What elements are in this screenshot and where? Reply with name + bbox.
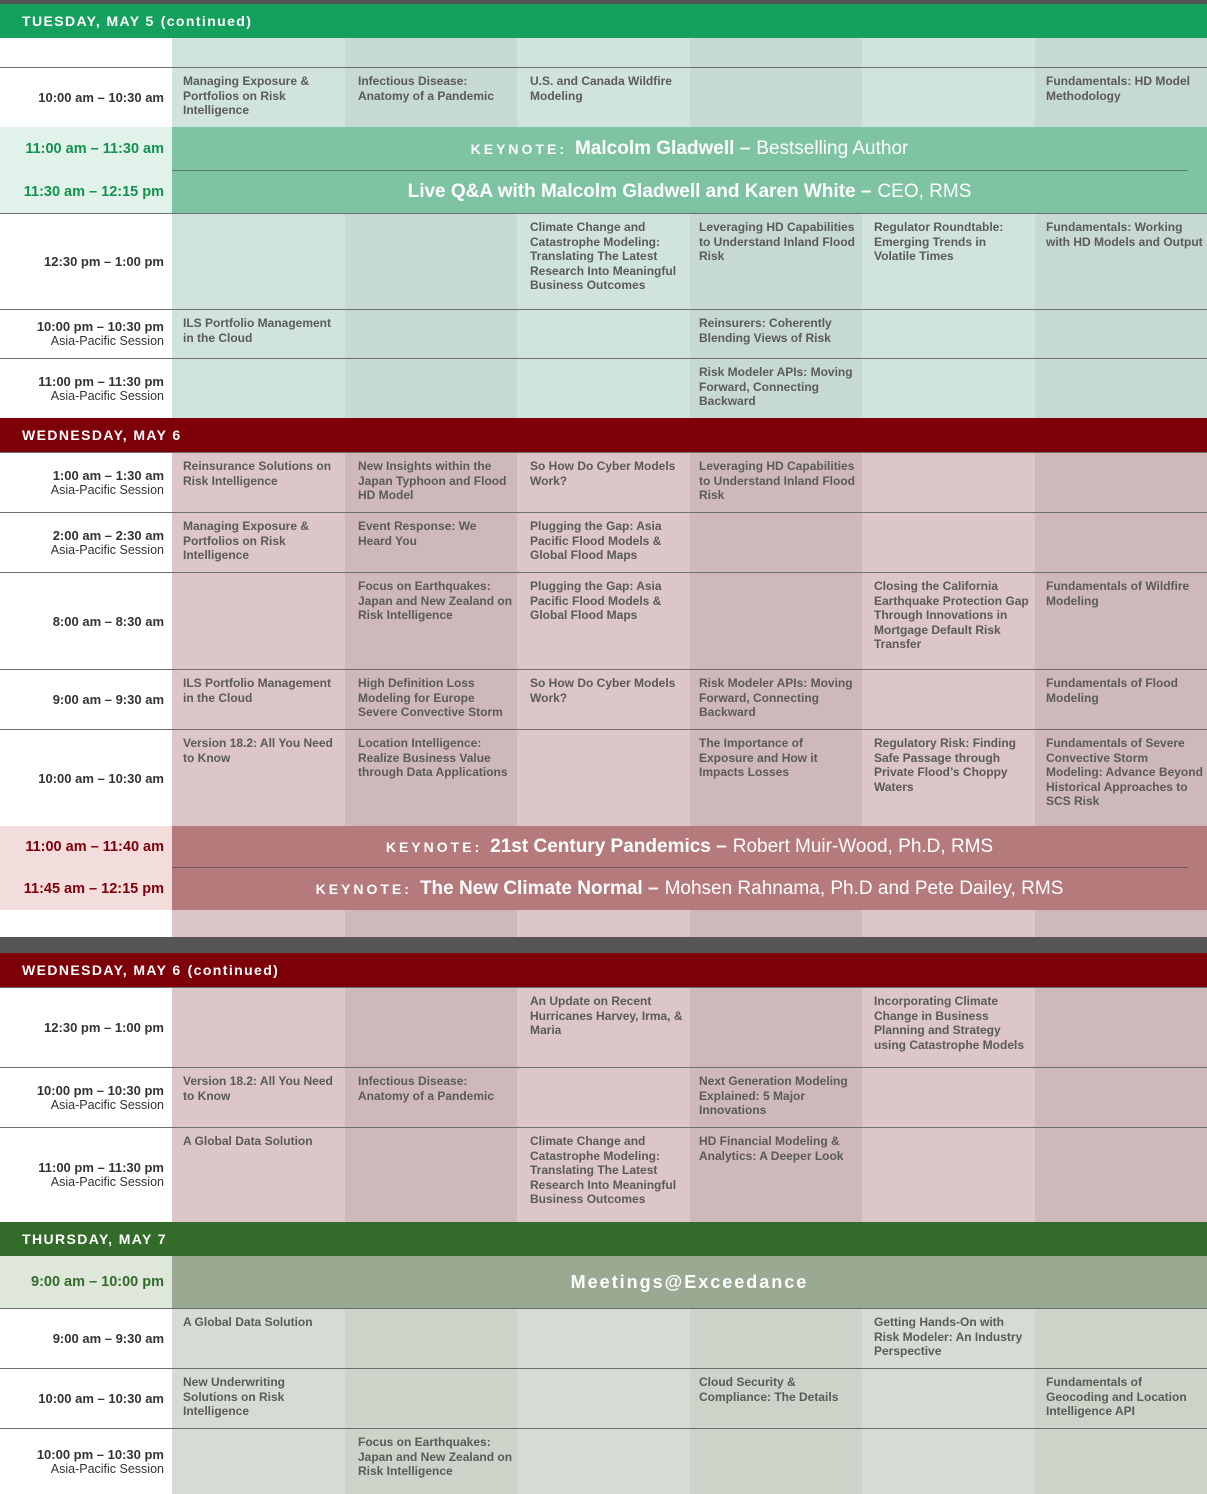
session-title[interactable]: Infectious Disease: Anatomy of a Pandemic xyxy=(358,74,495,103)
session-title[interactable]: Focus on Earthquakes: Japan and New Zealand on Risk Intelligence xyxy=(358,579,513,622)
keynote-tue1 xyxy=(172,127,1207,171)
session-title[interactable]: Fundamentals of Flood Modeling xyxy=(1046,676,1178,705)
time-text: 1:00 am – 1:30 am xyxy=(52,467,164,483)
session-title[interactable]: Cloud Security & Compliance: The Details xyxy=(699,1375,839,1404)
time-text: 2:00 am – 2:30 am xyxy=(52,527,164,543)
session-title[interactable]: ILS Portfolio Management in the Cloud xyxy=(183,676,332,705)
session-title[interactable]: Managing Exposure & Portfolios on Risk Intelligence xyxy=(183,519,310,562)
time-text: 9:00 am – 9:30 am xyxy=(52,1331,164,1346)
time-slot xyxy=(0,453,172,512)
keynote-title: The New Climate Normal – xyxy=(419,878,659,899)
session-title[interactable]: Plugging the Gap: Asia Pacific Flood Models & Global Flood Maps xyxy=(530,519,662,562)
session-title[interactable]: The Importance of Exposure and How it Impacts Losses xyxy=(699,736,818,779)
session-row xyxy=(0,213,1207,309)
session-title[interactable]: Risk Modeler APIs: Moving Forward, Connecting Backward xyxy=(699,365,853,408)
session-title[interactable]: So How Do Cyber Models Work? xyxy=(530,676,676,705)
session-note: Asia-Pacific Session xyxy=(50,1097,164,1112)
session-row xyxy=(0,309,1207,358)
section-title: THURSDAY, MAY 7 xyxy=(22,1231,167,1247)
session-title[interactable]: High Definition Loss Modeling for Europe Severe Convective Storm xyxy=(358,676,503,719)
time-slot xyxy=(0,68,172,127)
time-slot xyxy=(0,988,172,1067)
session-title[interactable]: Climate Change and Catastrophe Modeling: Translating The Latest Research Into Meaningful Business Outcomes xyxy=(530,220,677,292)
keynote-speaker: Robert Muir-Wood, Ph.D, RMS xyxy=(732,836,994,857)
session-title[interactable]: Reinsurance Solutions on Risk Intelligence xyxy=(183,459,332,488)
time-text: 10:00 am – 10:30 am xyxy=(38,90,164,105)
keynote-speaker: Bestselling Author xyxy=(756,138,909,159)
session-note: Asia-Pacific Session xyxy=(50,542,164,557)
session-title[interactable]: Leveraging HD Capabilities to Understand Inland Flood Risk xyxy=(699,220,855,263)
keynote-label: KEYNOTE: xyxy=(470,141,567,157)
session-title[interactable]: Fundamentals of Severe Convective Storm Modeling: Advance Beyond Historical Approaches to SCS Risk xyxy=(1046,736,1203,808)
keynote-speaker: Mohsen Rahnama, Ph.D and Pete Dailey, RMS xyxy=(664,878,1064,899)
session-title[interactable]: Leveraging HD Capabilities to Understand Inland Flood Risk xyxy=(699,459,855,502)
session-row xyxy=(0,729,1207,826)
session-title[interactable]: A Global Data Solution xyxy=(183,1134,313,1148)
session-row xyxy=(0,358,1207,418)
keynote-title: 21st Century Pandemics – xyxy=(490,836,727,857)
session-row xyxy=(0,1368,1207,1428)
session-row xyxy=(0,452,1207,512)
session-title[interactable]: ILS Portfolio Management in the Cloud xyxy=(183,316,332,345)
time-text: 10:00 am – 10:30 am xyxy=(38,770,164,786)
keynote-time-text: 11:00 am – 11:40 am xyxy=(25,839,164,855)
keynote-title: Meetings@Exceedance xyxy=(570,1271,809,1292)
session-title[interactable]: Incorporating Climate Change in Business Planning and Strategy using Catastrophe Models xyxy=(874,994,1025,1052)
session-title[interactable]: U.S. and Canada Wildfire Modeling xyxy=(530,74,672,103)
section-continued: (continued) xyxy=(160,13,253,29)
time-text: 12:30 pm – 1:00 pm xyxy=(44,1020,164,1035)
session-title[interactable]: Closing the California Earthquake Protection Gap Through Innovations in Mortgage Default Risk Transfer xyxy=(874,579,1029,651)
keynote-title: Live Q&A with Malcolm Gladwell and Karen White – xyxy=(407,181,872,202)
session-row xyxy=(0,1308,1207,1368)
keynote-speaker: CEO, RMS xyxy=(877,181,972,202)
session-title[interactable]: Climate Change and Catastrophe Modeling: Translating The Latest Research Into Meaningful Business Outcomes xyxy=(530,1134,677,1206)
session-title[interactable]: Fundamentals: Working with HD Models and Output xyxy=(1046,220,1203,249)
time-text: 10:00 pm – 10:30 pm xyxy=(36,1446,164,1462)
session-row xyxy=(0,512,1207,572)
session-note: Asia-Pacific Session xyxy=(50,388,164,403)
session-title[interactable]: Regulatory Risk: Finding Safe Passage through Private Flood’s Choppy Waters xyxy=(874,736,1017,794)
session-note: Asia-Pacific Session xyxy=(50,482,164,497)
session-title[interactable]: A Global Data Solution xyxy=(183,1315,313,1329)
section-title: TUESDAY, MAY 5 xyxy=(22,13,155,29)
session-row xyxy=(0,572,1207,669)
keynote-time xyxy=(0,171,172,213)
session-title[interactable]: Regulator Roundtable: Emerging Trends in Volatile Times xyxy=(874,220,1004,263)
time-slot xyxy=(0,513,172,572)
keynote-time xyxy=(0,1256,172,1308)
section-header-wed xyxy=(0,418,1207,452)
keynote-time-text: 9:00 am – 10:00 pm xyxy=(31,1274,164,1290)
time-slot xyxy=(0,1369,172,1428)
session-note: Asia-Pacific Session xyxy=(50,334,164,348)
section-title: WEDNESDAY, MAY 6 xyxy=(22,427,182,443)
session-title[interactable]: Managing Exposure & Portfolios on Risk Intelligence xyxy=(183,74,310,117)
session-title[interactable]: Location Intelligence: Realize Business Value through Data Applications xyxy=(358,736,508,779)
session-title[interactable]: Next Generation Modeling Explained: 5 Major Innovations xyxy=(699,1074,848,1117)
time-text: 11:00 pm – 11:30 pm xyxy=(38,1160,164,1175)
session-title[interactable]: Fundamentals of Geocoding and Location Intelligence API xyxy=(1046,1375,1187,1418)
keynote-thu xyxy=(172,1256,1207,1308)
time-text: 8:00 am – 8:30 am xyxy=(52,613,164,629)
session-title[interactable]: Version 18.2: All You Need to Know xyxy=(183,736,333,765)
time-slot xyxy=(0,730,172,826)
time-text: 11:00 pm – 11:30 pm xyxy=(38,373,164,389)
time-slot xyxy=(0,1309,172,1368)
time-text: 12:30 pm – 1:00 pm xyxy=(44,254,164,269)
session-title[interactable]: An Update on Recent Hurricanes Harvey, Irma, & Maria xyxy=(530,994,683,1037)
session-row xyxy=(0,1127,1207,1222)
session-title[interactable]: Plugging the Gap: Asia Pacific Flood Models & Global Flood Maps xyxy=(530,579,662,622)
session-title[interactable]: Reinsurers: Coherently Blending Views of Risk xyxy=(699,316,832,345)
keynote-label: KEYNOTE: xyxy=(385,839,483,855)
section-title: WEDNESDAY, MAY 6 xyxy=(22,962,182,978)
keynote-wed1 xyxy=(172,826,1207,868)
keynote-time xyxy=(0,826,172,868)
session-title[interactable]: Fundamentals: HD Model Methodology xyxy=(1046,74,1191,103)
keynote-wed2 xyxy=(172,868,1207,910)
time-slot xyxy=(0,670,172,729)
section-continued: (continued) xyxy=(187,962,280,978)
keynote-time-text: 11:45 am – 12:15 pm xyxy=(23,881,164,897)
keynote-time-text: 11:00 am – 11:30 am xyxy=(25,141,164,157)
time-slot xyxy=(0,1429,172,1494)
time-slot xyxy=(0,1068,172,1127)
session-title[interactable]: Fundamentals of Wildfire Modeling xyxy=(1046,579,1190,608)
session-title[interactable]: Focus on Earthquakes: Japan and New Zealand on Risk Intelligence xyxy=(358,1435,513,1478)
session-title[interactable]: Risk Modeler APIs: Moving Forward, Connecting Backward xyxy=(699,676,853,719)
session-row xyxy=(0,67,1207,127)
keynote-time xyxy=(0,127,172,171)
session-note: Asia-Pacific Session xyxy=(50,1461,164,1476)
page-separator xyxy=(0,937,1207,953)
session-title[interactable]: New Insights within the Japan Typhoon and Flood HD Model xyxy=(358,459,507,502)
time-text: 10:00 pm – 10:30 pm xyxy=(36,1082,164,1098)
session-title[interactable]: So How Do Cyber Models Work? xyxy=(530,459,676,488)
session-title[interactable]: Getting Hands-On with Risk Modeler: An Industry Perspective xyxy=(874,1315,1023,1358)
keynote-title: Malcolm Gladwell – xyxy=(574,138,751,159)
session-title[interactable]: Infectious Disease: Anatomy of a Pandemic xyxy=(358,1074,495,1103)
session-note: Asia-Pacific Session xyxy=(50,1175,164,1189)
session-row xyxy=(0,987,1207,1067)
section-header-wed2 xyxy=(0,953,1207,987)
time-slot xyxy=(0,1128,172,1222)
time-text: 10:00 am – 10:30 am xyxy=(38,1391,164,1406)
session-title[interactable]: Event Response: We Heard You xyxy=(358,519,477,548)
time-slot xyxy=(0,310,172,358)
session-row xyxy=(0,1067,1207,1127)
keynote-time xyxy=(0,868,172,910)
time-text: 9:00 am – 9:30 am xyxy=(52,692,164,707)
section-header-tue xyxy=(0,4,1207,38)
session-title[interactable]: Version 18.2: All You Need to Know xyxy=(183,1074,333,1103)
keynote-label: KEYNOTE: xyxy=(315,881,412,897)
session-title[interactable]: HD Financial Modeling & Analytics: A Deeper Look xyxy=(699,1134,844,1163)
session-row xyxy=(0,669,1207,729)
session-title[interactable]: New Underwriting Solutions on Risk Intelligence xyxy=(183,1375,286,1418)
session-row xyxy=(0,1428,1207,1494)
time-slot xyxy=(0,214,172,309)
keynote-time-text: 11:30 am – 12:15 pm xyxy=(23,184,164,200)
time-slot xyxy=(0,573,172,669)
section-header-thu xyxy=(0,1222,1207,1256)
keynote-tue2 xyxy=(172,171,1207,213)
time-slot xyxy=(0,359,172,418)
time-text: 10:00 pm – 10:30 pm xyxy=(36,319,164,334)
